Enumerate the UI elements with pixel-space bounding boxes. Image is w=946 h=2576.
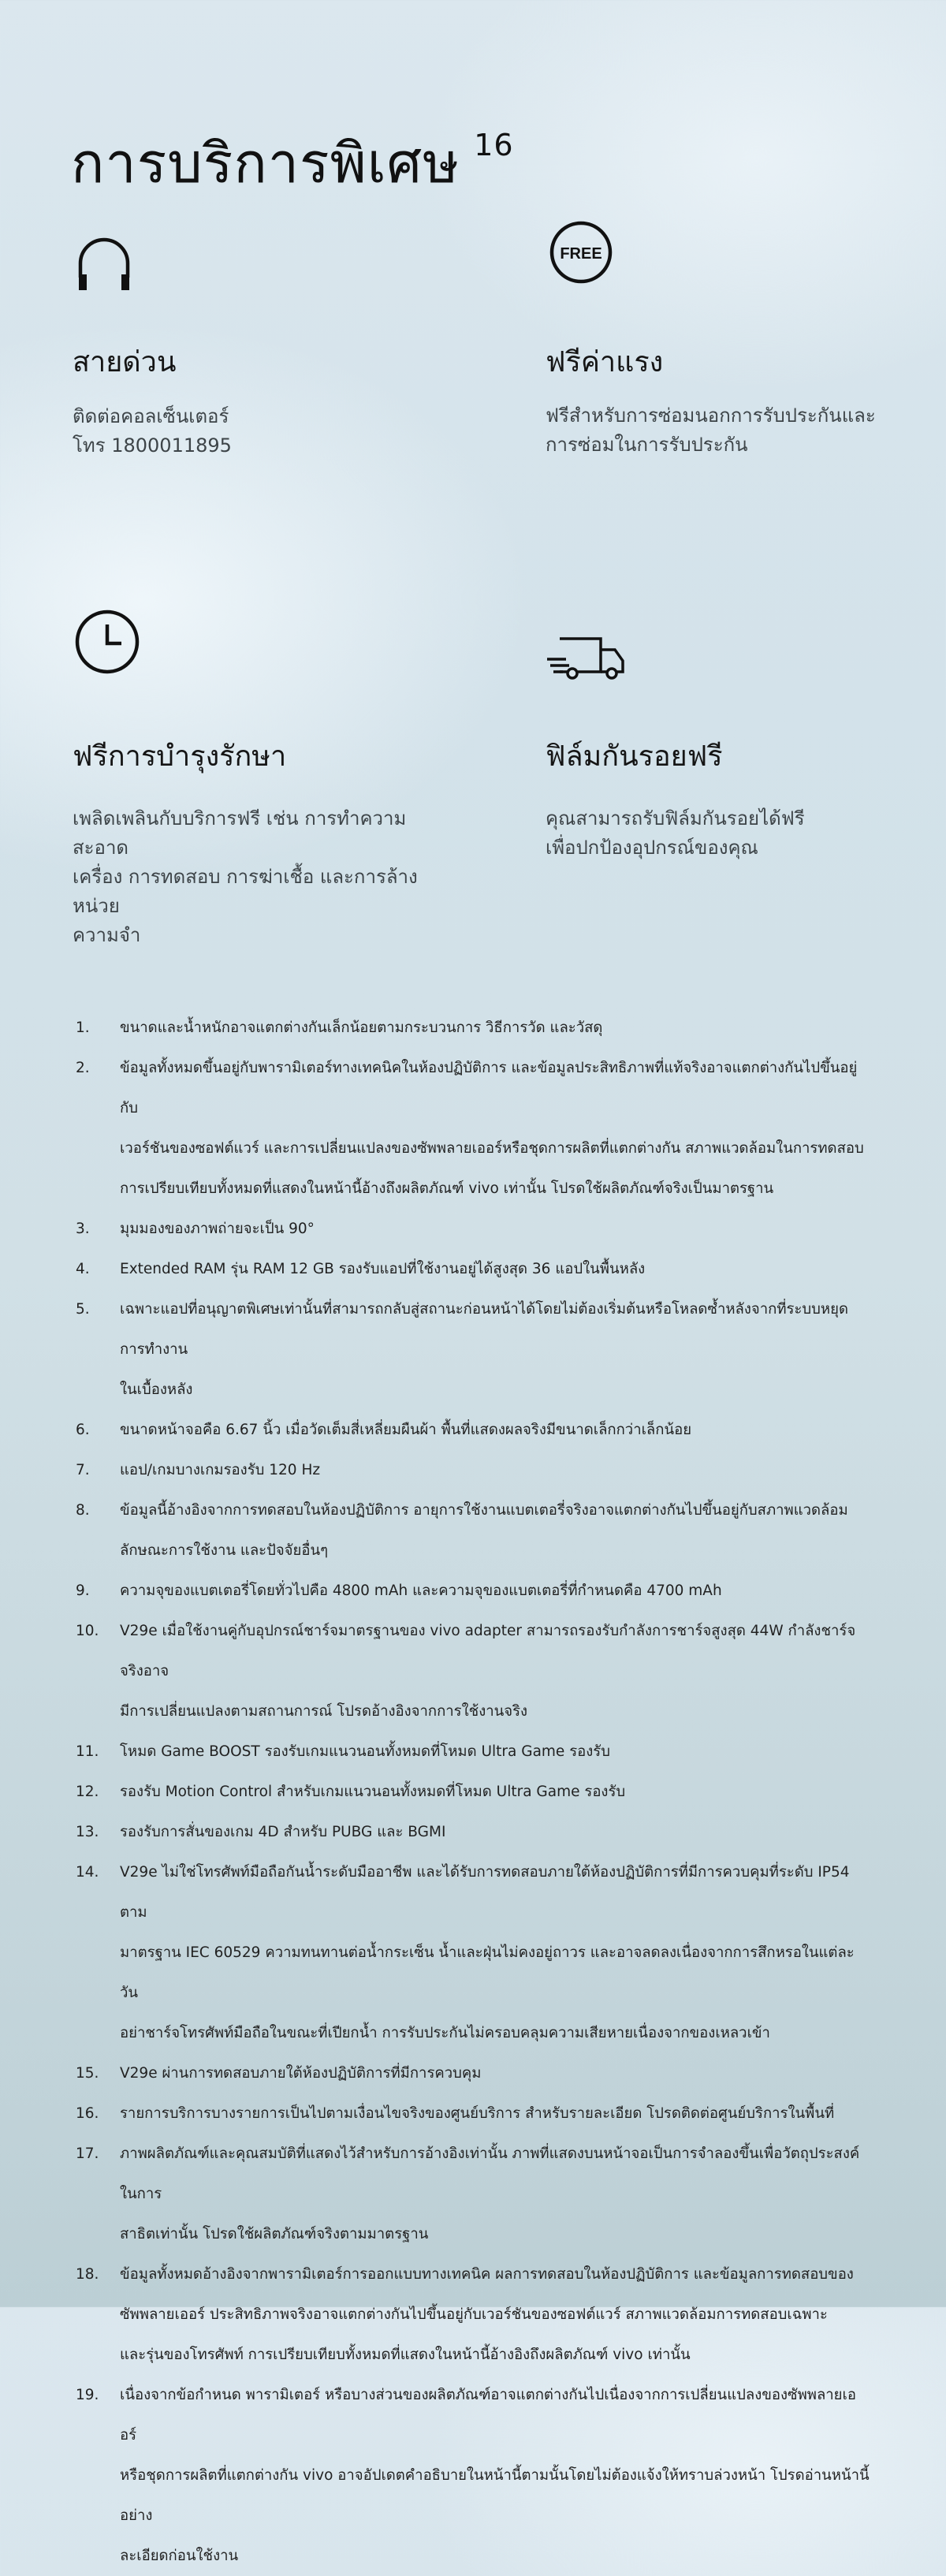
footnote-text-line: รองรับ Motion Control สำหรับเกมแนวนอนทั้งหมดที่โหมด Ultra Game รองรับ: [120, 1784, 626, 1800]
feature-description: ฟรีสำหรับการซ่อมนอกการรับประกันและ การซ่อมในการรับประกัน: [546, 404, 876, 456]
footnote-number: 8.: [76, 1502, 90, 1519]
footnote-text-line: การเปรียบเทียบทั้งหมดที่แสดงในหน้านี้อ้างถึงผลิตภัณฑ์ vivo เท่านั้น โปรดใช้ผลิตภัณฑ์จริงเป็นมาตรฐาน: [120, 1180, 774, 1197]
footnote-number: 7.: [76, 1462, 90, 1478]
footnote-text-line: เนื่องจากข้อกำหนด พารามิเตอร์ หรือบางส่วนของผลิตภัณฑ์อาจแตกต่างกันไปเนื่องจากการเปลี่ยนแปลงของซัพพลายเออร์: [120, 2387, 856, 2444]
footnote-number: 9.: [76, 1583, 90, 1599]
footnote-text-line: ขนาดหน้าจอคือ 6.67 นิ้ว เมื่อวัดเต็มสี่เหลี่ยมผืนผ้า พื้นที่แสดงผลจริงมีขนาดเล็กกว่าเล็กน้อย: [120, 1422, 692, 1438]
footnote-text-line: V29e เมื่อใช้งานคู่กับอุปกรณ์ชาร์จมาตรฐานของ vivo adapter สามารถรองรับกำลังการชาร์จสูงสุด 44W กำลังชาร์จจริงอาจ: [120, 1623, 856, 1679]
footnote-text-line: ขนาดและน้ำหนักอาจแตกต่างกันเล็กน้อยตามกระบวนการ วิธีการวัด และวัสดุ: [120, 1020, 603, 1036]
footnote-number: 10.: [76, 1623, 99, 1639]
footnote-number: 17.: [76, 2145, 99, 2162]
footnote-number: 15.: [76, 2065, 99, 2082]
footnote-item: [76, 1289, 872, 1410]
footnote-item: [76, 1209, 872, 1249]
footnote-item: [76, 2053, 872, 2093]
footnote-number: 3.: [76, 1221, 90, 1237]
footnote-number: 11.: [76, 1743, 99, 1760]
footnote-text-line: ข้อมูลนี้อ้างอิงจากการทดสอบในห้องปฏิบัติการ อายุการใช้งานแบตเตอรี่จริงอาจแตกต่างกันไปขึ้นอยู่กับสภาพแวดล้อม: [120, 1502, 848, 1519]
footnote-text-line: แอป/เกมบางเกมรองรับ 120 Hz: [120, 1462, 321, 1478]
footnote-text-line: อย่าชาร์จโทรศัพท์มือถือในขณะที่เปียกน้ำ การรับประกันไม่ครอบคลุมความเสียหายเนื่องจากของเหลวเข้า: [120, 2025, 770, 2041]
feature-title: สายด่วน: [73, 346, 177, 378]
footnote-item: [76, 2093, 872, 2134]
feature-title: ฟิล์มกันรอยฟรี: [546, 740, 723, 773]
footnote-text-line: V29e ผ่านการทดสอบภายใต้ห้องปฏิบัติการที่มีการควบคุม: [120, 2065, 482, 2082]
footnote-text-line: มีการเปลี่ยนแปลงตามสถานการณ์ โปรดอ้างอิงจากการใช้งานจริง: [120, 1703, 528, 1720]
free-badge-icon: [546, 221, 616, 292]
footnote-number: 2.: [76, 1060, 90, 1076]
footnote-item: [76, 1450, 872, 1490]
footnote-text-line: มุมมองของภาพถ่ายจะเป็น 90°: [120, 1221, 315, 1237]
footnote-text-line: ซัพพลายเออร์ ประสิทธิภาพจริงอาจแตกต่างกันไปขึ้นอยู่กับเวอร์ชันของซอฟต์แวร์ สภาพแวดล้อมการทดสอบเฉพาะ: [120, 2306, 828, 2323]
footnote-text-line: และรุ่นของโทรศัพท์ การเปรียบเทียบทั้งหมดที่แสดงในหน้านี้อ้างอิงถึงผลิตภัณฑ์ vivo เท่านั้น: [120, 2347, 691, 2363]
footnote-text-line: ภาพผลิตภัณฑ์และคุณสมบัติที่แสดงไว้สำหรับการอ้างอิงเท่านั้น ภาพที่แสดงบนหน้าจอเป็นการจำลองขึ้นเพื่อวัตถุประสงค์ในการ: [120, 2145, 860, 2202]
feature-description: ติดต่อคอลเซ็นเตอร์ โทร 1800011895: [73, 405, 232, 457]
footnote-text-line: หรือชุดการผลิตที่แตกต่างกัน vivo อาจอัปเดตคำอธิบายในหน้านี้ตามนั้นโดยไม่ต้องแจ้งให้ทราบล่วงหน้า โปรดอ่านหน้านี้อย่าง: [120, 2467, 870, 2524]
delivery-truck-icon: [546, 631, 632, 686]
footnote-item: [76, 1812, 872, 1852]
footnote-text-line: ละเอียดก่อนใช้งาน: [120, 2548, 239, 2564]
footnote-item: [76, 1732, 872, 1772]
footnote-number: 19.: [76, 2387, 99, 2403]
footnote-item: [76, 1611, 872, 1732]
footnote-number: 5.: [76, 1301, 90, 1318]
feature-description: คุณสามารถรับฟิล์มกันรอยได้ฟรี เพื่อปกป้องอุปกรณ์ของคุณ: [546, 807, 805, 859]
footnote-item: [76, 1490, 872, 1571]
footnote-number: 1.: [76, 1020, 90, 1036]
footnote-item: [76, 1008, 872, 1048]
footnote-item: [76, 2134, 872, 2254]
footnote-text-line: โหมด Game BOOST รองรับเกมแนวนอนทั้งหมดที่โหมด Ultra Game รองรับ: [120, 1743, 610, 1760]
footnote-number: 4.: [76, 1261, 90, 1277]
footnote-text-line: V29e ไม่ใช่โทรศัพท์มือถือกันน้ำระดับมืออาชีพ และได้รับการทดสอบภายใต้ห้องปฏิบัติการที่มีการควบคุมที่ระดับ IP54 ตาม: [120, 1864, 850, 1921]
feature-description: เพลิดเพลินกับบริการฟรี เช่น การทำความสะอาด เครื่อง การทดสอบ การฆ่าเชื้อ และการล้างหน่วย ความจำ: [73, 807, 418, 946]
page-title: การบริการพิเศษ $^{16}$: [71, 127, 514, 196]
footnote-text-line: มาตรฐาน IEC 60529 ความทนทานต่อน้ำกระเซ็น น้ำและฝุ่นไม่คงอยู่ถาวร และอาจลดลงเนื่องจากการสึกหรอในแต่ละวัน: [120, 1944, 855, 2001]
footnote-item: [76, 1772, 872, 1812]
footnote-number: 6.: [76, 1422, 90, 1438]
feature-title: ฟรีการบำรุงรักษา: [73, 740, 287, 773]
footnote-item: [76, 1852, 872, 2053]
footnote-text-line: ข้อมูลทั้งหมดขึ้นอยู่กับพารามิเตอร์ทางเทคนิคในห้องปฏิบัติการ และข้อมูลประสิทธิภาพที่แท้จริงอาจแตกต่างกันไปขึ้นอยู่กับ: [120, 1060, 858, 1117]
feature-title: ฟรีค่าแรง: [546, 346, 664, 378]
footnote-text-line: ลักษณะการใช้งาน และปัจจัยอื่นๆ: [120, 1542, 329, 1559]
footnote-text-line: Extended RAM รุ่น RAM 12 GB รองรับแอปที่ใช้งานอยู่ได้สูงสุด 36 แอปในพื้นหลัง: [120, 1261, 646, 1277]
footnote-text-line: ในเบื้องหลัง: [120, 1381, 193, 1398]
footnote-text-line: ความจุของแบตเตอรี่โดยทั่วไปคือ 4800 mAh และความจุของแบตเตอรี่ที่กำหนดคือ 4700 mAh: [120, 1583, 722, 1599]
footnote-text-line: สาธิตเท่านั้น โปรดใช้ผลิตภัณฑ์จริงตามมาตรฐาน: [120, 2226, 429, 2242]
footnote-number: 13.: [76, 1824, 99, 1840]
headset-icon: [73, 229, 143, 300]
footnote-item: [76, 1249, 872, 1289]
free-badge-text: FREE: [560, 245, 602, 263]
footnote-item: [76, 1048, 872, 1209]
footnote-item: [76, 2254, 872, 2375]
footnote-number: 16.: [76, 2105, 99, 2122]
footnote-text-line: เฉพาะแอปที่อนุญาตพิเศษเท่านั้นที่สามารถกลับสู่สถานะก่อนหน้าได้โดยไม่ต้องเริ่มต้นหรือโหลดซ้ำหลังจากที่ระบบหยุดการทำงาน: [120, 1301, 848, 1358]
footnote-number: 12.: [76, 1784, 99, 1800]
footnote-number: 18.: [76, 2266, 99, 2283]
footnote-item: [76, 2375, 872, 2576]
clock-icon: [73, 607, 143, 678]
footnote-item: [76, 1571, 872, 1611]
footnote-number: 14.: [76, 1864, 99, 1881]
footnotes-list: [76, 1008, 872, 2576]
footnote-item: [76, 1410, 872, 1450]
footnote-text-line: รายการบริการบางรายการเป็นไปตามเงื่อนไขจริงของศูนย์บริการ สำหรับรายละเอียด โปรดติดต่อศูนย์บริการในพื้นที่: [120, 2105, 835, 2122]
footnote-text-line: รองรับการสั่นของเกม 4D สำหรับ PUBG และ BGMI: [120, 1824, 446, 1840]
footnote-text-line: ข้อมูลทั้งหมดอ้างอิงจากพารามิเตอร์การออกแบบทางเทคนิค ผลการทดสอบในห้องปฏิบัติการ และข้อมูลการทดสอบของ: [120, 2266, 854, 2283]
page-title-footnote[interactable]: 16: [474, 127, 514, 162]
footnote-text-line: เวอร์ชันของซอฟต์แวร์ และการเปลี่ยนแปลงของซัพพลายเออร์หรือชุดการผลิตที่แตกต่างกัน สภาพแวดล้อมในการทดสอบ: [120, 1140, 864, 1157]
